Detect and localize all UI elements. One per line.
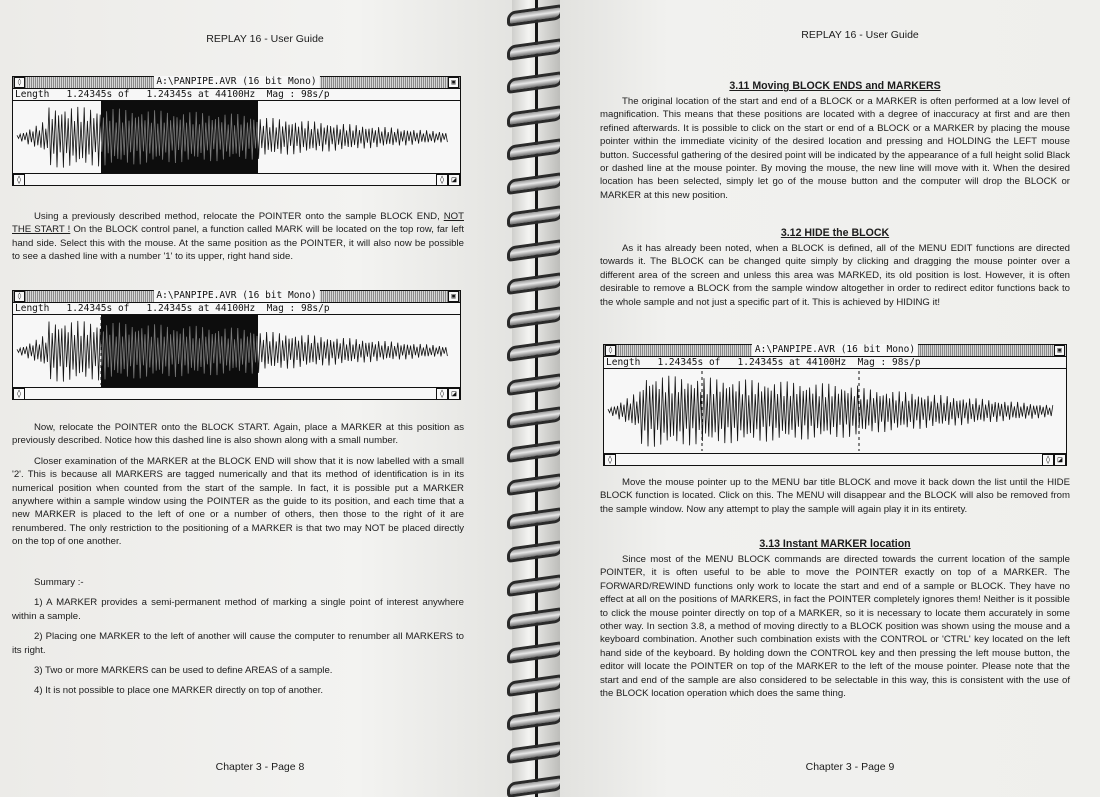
window-title: A:\PANPIPE.AVR (16 bit Mono) [153,76,319,88]
window-info: Length 1.24345s of 1.24345s at 44100Hz Mag : 98s/p [13,303,460,315]
para3: Closer examination of the MARKER at the BLOCK END will show that it is now labelled with a small '2'. This is because all MARKERS are tagged numerically and that its method of identification is in its numerical position when counted from the start of the sample. In fact, it is possible put a MARKER anywhere within a sample window using the POINTER as the guide to its position, and each time that a new MARKER is placed to the left of one or a number of others, then those to the right of it are renumbered. The only restriction to the positioning of a MARKER is that two may NOT be placed directly on the top of one another. [12,455,464,548]
heading-3-11: 3.11 Moving BLOCK ENDS and MARKERS [729,80,941,92]
fullsize-box-icon[interactable]: ▣ [1054,345,1065,356]
para1-text-b: On the BLOCK control panel, a function called MARK will be located on the top row, far left hand side. Select this with the mouse. At the same position as the POINTER, it will also now be possible to see a dashed line with a number '1' to its upper, right hand side. [12,224,465,263]
window-title: A:\PANPIPE.AVR (16 bit Mono) [752,344,918,356]
scrollbar[interactable] [13,388,460,399]
scroll-left-icon[interactable]: ◊ [13,388,25,400]
scrollbar[interactable] [13,174,460,185]
summary-item: 1) A MARKER provides a semi-permanent method of marking a single point of interest anywhere within a sample. [12,597,464,622]
sample-window-2 [12,290,461,400]
scroll-right-icon[interactable]: ◊ [436,388,448,400]
scroll-right-icon[interactable]: ◊ [436,174,448,186]
size-box-icon[interactable]: ◪ [448,388,460,400]
section-3-11 [600,80,1070,202]
waveform-graphic [604,369,1066,453]
running-head-right: REPLAY 16 - User Guide [801,29,919,41]
scroll-left-icon[interactable]: ◊ [604,454,616,466]
heading-3-12: 3.12 HIDE the BLOCK [780,227,890,239]
left-page [0,0,512,797]
size-box-icon[interactable]: ◪ [448,174,460,186]
close-box-icon[interactable]: ◊ [605,345,616,356]
scroll-left-icon[interactable]: ◊ [13,174,25,186]
close-box-icon[interactable]: ◊ [14,77,25,88]
footer-right: Chapter 3 - Page 9 [805,761,895,773]
section-3-13 [600,538,1070,700]
summary [12,576,464,705]
waveform-graphic [13,315,460,387]
scroll-right-icon[interactable]: ◊ [1042,454,1054,466]
left-paragraph-1 [12,210,464,264]
window-title: A:\PANPIPE.AVR (16 bit Mono) [153,290,319,302]
para1-underline: NOT THE START ! [12,211,464,236]
right-page [560,0,1100,797]
para-3-11: The original location of the start and end of a BLOCK or a MARKER is often performed at a low level of magnification. This means that these positions are located with a degree of inaccuracy at first and are then refined afterwards. It is possible to click on the start or end of a BLOCK or a MARKER by placing the mouse pointer within the immediate vicinity of the desired location and pressing and HOLDING the LEFT mouse button. Successful gathering of the desired point will be indicated by the appearance of a full height solid Black or dashed line at the mouse pointer. By moving the mouse, the new line will move with it. When the desired location has been selected, simply let go of the mouse button and the computer will drop the BLOCK or MARKER at this new position. [600,96,1070,201]
fullsize-box-icon[interactable]: ▣ [448,291,459,302]
heading-3-13: 3.13 Instant MARKER location [759,538,911,550]
para-3-13: Since most of the MENU BLOCK commands are directed towards the current location of the sample POINTER, it is often useful to be able to move the POINTER exactly on top of a MARKER. The FORWARD/REWIND functions only work to locate the start and end of a sample or BLOCK. They have no effect at all on the positions of MARKERS, in fact the POINTER completely ignores them! Neither is it possible to click the mouse pointer directly on top of a MARKER, so it is necessary to locate them accurately in some other way. In section 3.8, a method of moving directly to a BLOCK position was shown using the mouse and a keyboard combination. Another such combination exists with the CONTROL or 'CTRL' key located on the left hand side of the keyboard. By holding down the CONTROL key and then pressing the left mouse button, the editor will locate the POINTER on top of the MARKER to the left of the mouse pointer. Please note that the start and end of the sample are also considered to be selectable in this way, this is consistent with the use of the BLOCK location operation which does the same thing. [600,554,1070,700]
window-titlebar[interactable] [604,345,1066,357]
window-titlebar[interactable] [13,77,460,89]
para-3-12b: Move the mouse pointer up to the MENU bar title BLOCK and move it back down the list until the HIDE BLOCK function is located. Click on this. The MENU will disappear and the BLOCK will also be removed from the sample window. Now any attempt to play the sample will again play it in its entirety. [600,477,1070,515]
sample-window-1 [12,76,461,186]
close-box-icon[interactable]: ◊ [14,291,25,302]
para-3-12b-wrap [600,476,1070,516]
para1-text-a: Using a previously described method, relocate the POINTER onto the sample BLOCK END, [34,211,444,222]
summary-item: 2) Placing one MARKER to the left of another will cause the computer to renumber all MARKERS to its right. [12,631,464,656]
summary-item: 3) Two or more MARKERS can be used to define AREAS of a sample. [34,665,333,677]
summary-item: 4) It is not possible to place one MARKER directly on top of another. [34,685,324,697]
waveform-area[interactable] [13,101,460,174]
para-3-12: As it has already been noted, when a BLOCK is defined, all of the MENU EDIT functions are directed towards it. The BLOCK can be changed quite simply by clicking and dragging the mouse pointer over a different area of the screen and unless this area was MARKED, its old position is lost. However, it is often desirable to remove a BLOCK from the sample window altogether in order to redirect editor functions back to the whole sample and not just a specific part of it. This is achieved by HIDING it! [600,243,1070,308]
sample-window-3 [603,344,1067,466]
waveform-graphic [13,101,460,173]
waveform-area[interactable] [13,315,460,388]
section-3-12 [600,227,1070,309]
running-head-left: REPLAY 16 - User Guide [206,33,324,45]
window-info: Length 1.24345s of 1.24345s at 44100Hz Mag : 98s/p [604,357,1066,369]
left-paragraphs-2-3 [12,421,464,549]
footer-left: Chapter 3 - Page 8 [215,761,305,773]
summary-title: Summary :- [34,577,84,588]
window-titlebar[interactable] [13,291,460,303]
waveform-area[interactable] [604,369,1066,454]
window-info: Length 1.24345s of 1.24345s at 44100Hz Mag : 98s/p [13,89,460,101]
fullsize-box-icon[interactable]: ▣ [448,77,459,88]
scrollbar[interactable] [604,454,1066,465]
size-box-icon[interactable]: ◪ [1054,454,1066,466]
para2: Now, relocate the POINTER onto the BLOCK START. Again, place a MARKER at this position as previously described. Notice how this dashed line is also shown along with a small number. [12,422,464,447]
